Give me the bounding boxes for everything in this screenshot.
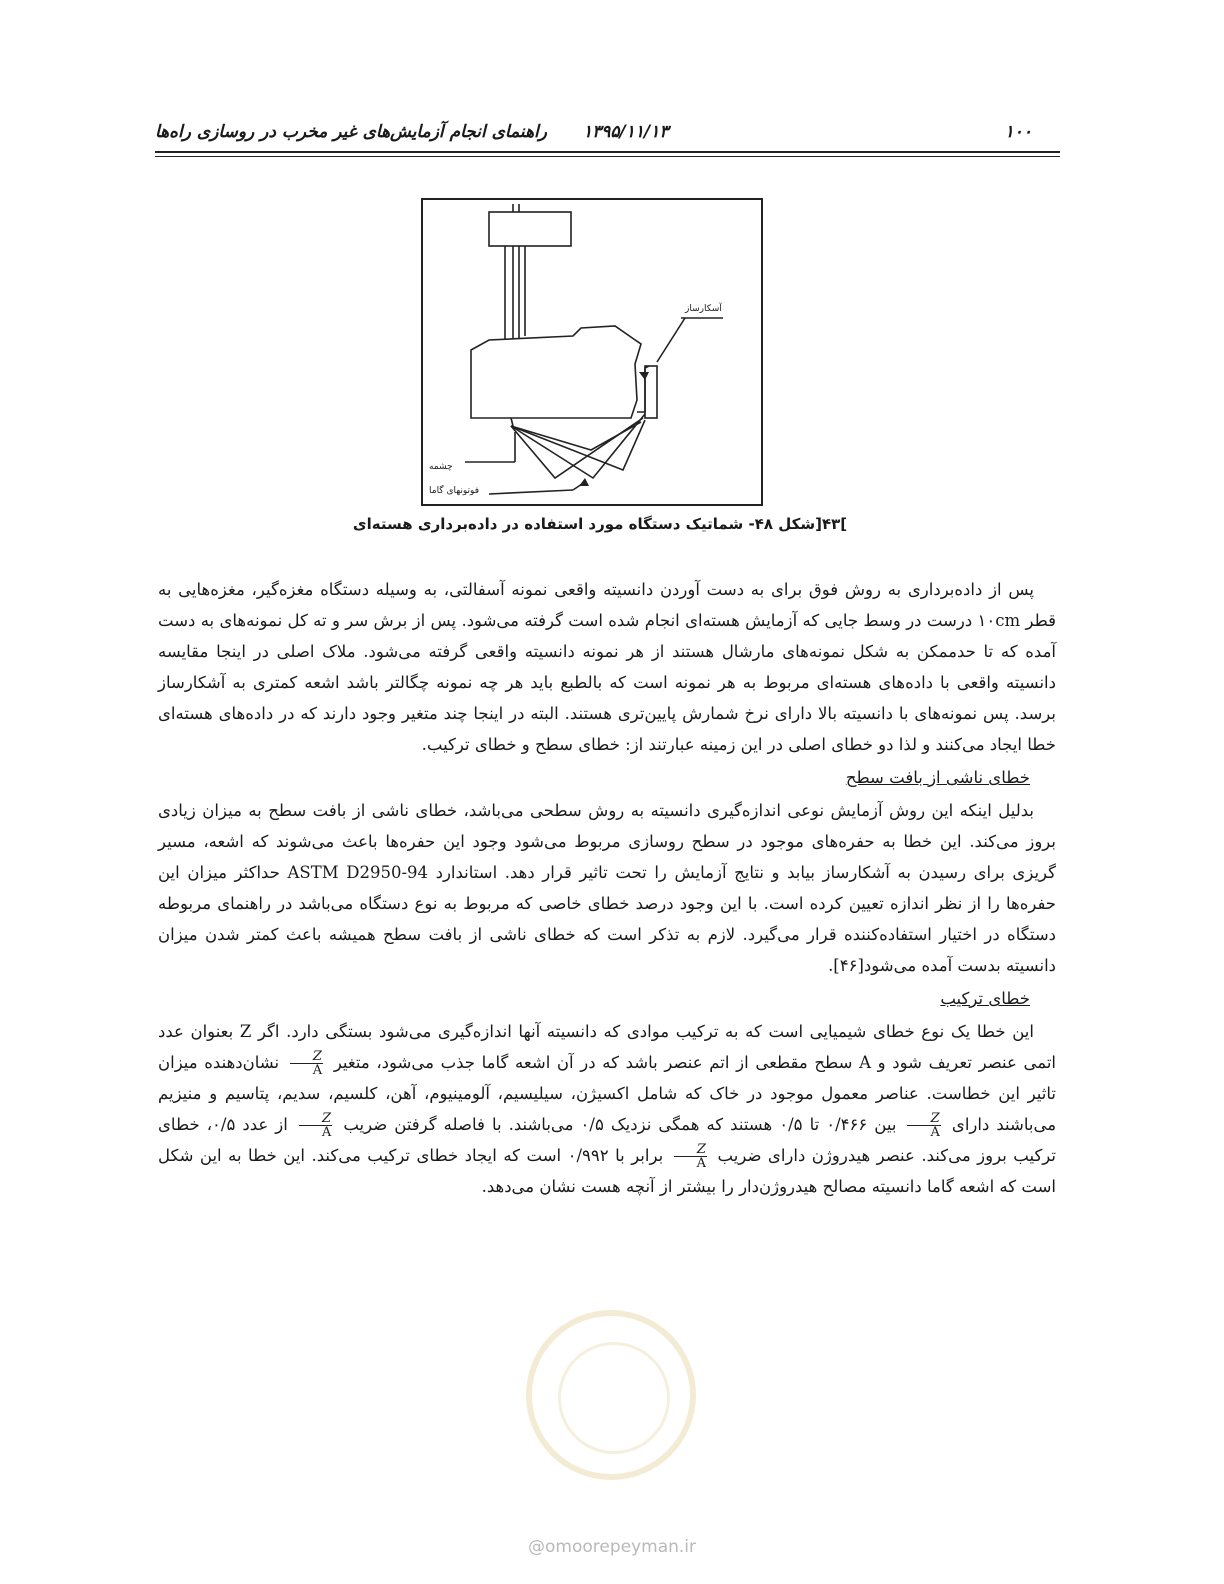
header-title: راهنمای انجام آزمایش‌های غیر مخرب در روسازی راه‌ها bbox=[155, 122, 547, 142]
header-rule-thin bbox=[155, 156, 1060, 157]
z-over-a-fraction: $\frac{Z}{A}$ bbox=[907, 1112, 940, 1139]
watermark-seal bbox=[526, 1310, 696, 1480]
nuclear-gauge-figure bbox=[421, 198, 763, 506]
header-rule-thick bbox=[155, 151, 1060, 153]
paragraph-3-part-a: این خطا یک نوع خطای شیمیایی است که به ترکیب موادی که دانسیته آنها اندازه‌گیری می‌شود بستگی دارد. اگر Z بعنوان عدد اتمی عنصر تعریف شود و A سطح مقطعی از اتم عنصر باشد که در آن اشعه گاما جذب می‌شود، متغیر bbox=[158, 1022, 1056, 1072]
subheading-surface-texture-text: خطای ناشی از بافت سطح bbox=[845, 768, 1030, 787]
page-number: ۱۰۰ bbox=[1004, 122, 1032, 142]
subheading-surface-texture bbox=[158, 762, 1030, 793]
header-date: ۱۳۹۵/۱۱/۱۳ bbox=[583, 122, 669, 142]
figure-caption: ]۴۳[شکل ۴۸- شماتیک دستگاه مورد استفاده در داده‌برداری هسته‌ای bbox=[352, 515, 848, 533]
gamma-photons-label: فوتونهای گاما bbox=[429, 486, 479, 496]
z-over-a-fraction: $\frac{Z}{A}$ bbox=[299, 1112, 332, 1139]
paragraph-3-part-e: برابر با ۰/۹۹۲ است که ایجاد خطای ترکیب می‌کند. این خطا به این شکل است که اشعه گاما دانسیته مصالح هیدروژن‌دار را بیشتر از آنچه هست نشان می‌دهد. bbox=[158, 1146, 1056, 1196]
page-header bbox=[155, 118, 1060, 148]
subheading-composition bbox=[158, 983, 1030, 1014]
detector-label: آسکارساز bbox=[685, 304, 722, 314]
source-label: چشمه bbox=[429, 462, 453, 472]
paragraph-3-part-b: نشان‌دهنده میزان تاثیر این خطاست. عناصر معمول موجود در خاک که شامل اکسیژن، سیلیسیم، آلومینیوم، آهن، کلسیم، سدیم، پتاسیم و منیزیم می‌باشند دارای bbox=[158, 1053, 1057, 1134]
paragraph-3-part-c: بین ۰/۴۶۶ تا ۰/۵ هستند که همگی نزدیک ۰/۵ می‌باشند. با فاصله گرفتن ضریب bbox=[343, 1115, 897, 1134]
body-text bbox=[158, 574, 1056, 1202]
footer-watermark-text: @omoorepeyman.ir bbox=[527, 1537, 697, 1557]
subheading-composition-text: خطای ترکیب bbox=[940, 989, 1030, 1008]
gauge-schematic-drawing bbox=[423, 200, 765, 508]
z-over-a-fraction: $\frac{Z}{A}$ bbox=[674, 1143, 707, 1170]
paragraph-2: بدلیل اینکه این روش آزمایش نوعی اندازه‌گیری دانسیته به روش سطحی می‌باشد، خطای ناشی از بافت سطح به میزان زیادی بروز می‌کند. این خطا به حفره‌های موجود در سطح روسازی مربوط می‌شود وجود این حفره‌ها باعث می‌شوند که اشعه، مسیر گریزی برای رسیدن به آشکارساز بیابد و نتایج آزمایش را تحت تاثیر قرار دهد. استاندارد ASTM D2950-94 حداکثر میزان این حفره‌ها را از نظر اندازه تعیین کرده است. با این وجود درصد خطای خاصی که مربوط به نوع دستگاه می‌باشد در راهنمای مربوطه دستگاه در اختیار استفاده‌کننده قرار می‌گیرد. لازم به تذکر است که خطای ناشی از بافت سطح همیشه باعث کمتر شدن میزان دانسیته بدست آمده می‌شود[۴۶]. bbox=[158, 801, 1056, 975]
paragraph-1: پس از داده‌برداری به روش فوق برای به دست آوردن دانسیته واقعی نمونه آسفالتی، به وسیله دستگاه مغزه‌گیر، مغزه‌هایی به قطر ۱۰cm درست در وسط جایی که آزمایش هسته‌ای انجام شده است گرفته می‌شود. پس از برش سر و ته کل نمونه‌های به دست آمده که تا حدممکن به شکل نمونه‌های مارشال هستند از هر نمونه دانسیته واقعی گرفته می‌شود. ملاک اصلی در اینجا مقایسه دانسیته واقعی با داده‌های هسته‌ای مربوط به هر نمونه است که بالطبع باید هر چه نمونه چگالتر باشد اشعه کمتری به آشکارساز برسد. پس نمونه‌های با دانسیته بالا دارای نرخ شمارش پایین‌تری هستند. البته در اینجا چند متغیر وجود دارند که در داده‌های هسته‌ای خطا ایجاد می‌کنند و لذا دو خطای اصلی در این زمینه عبارتند از: خطای سطح و خطای ترکیب. bbox=[158, 580, 1056, 754]
paragraph-3 bbox=[158, 1016, 1056, 1202]
z-over-a-fraction: $\frac{Z}{A}$ bbox=[290, 1050, 323, 1077]
paragraph-3-part-d: از عدد ۰/۵، خطای ترکیب بروز می‌کند. عنصر هیدروژن دارای ضریب bbox=[158, 1115, 1057, 1165]
